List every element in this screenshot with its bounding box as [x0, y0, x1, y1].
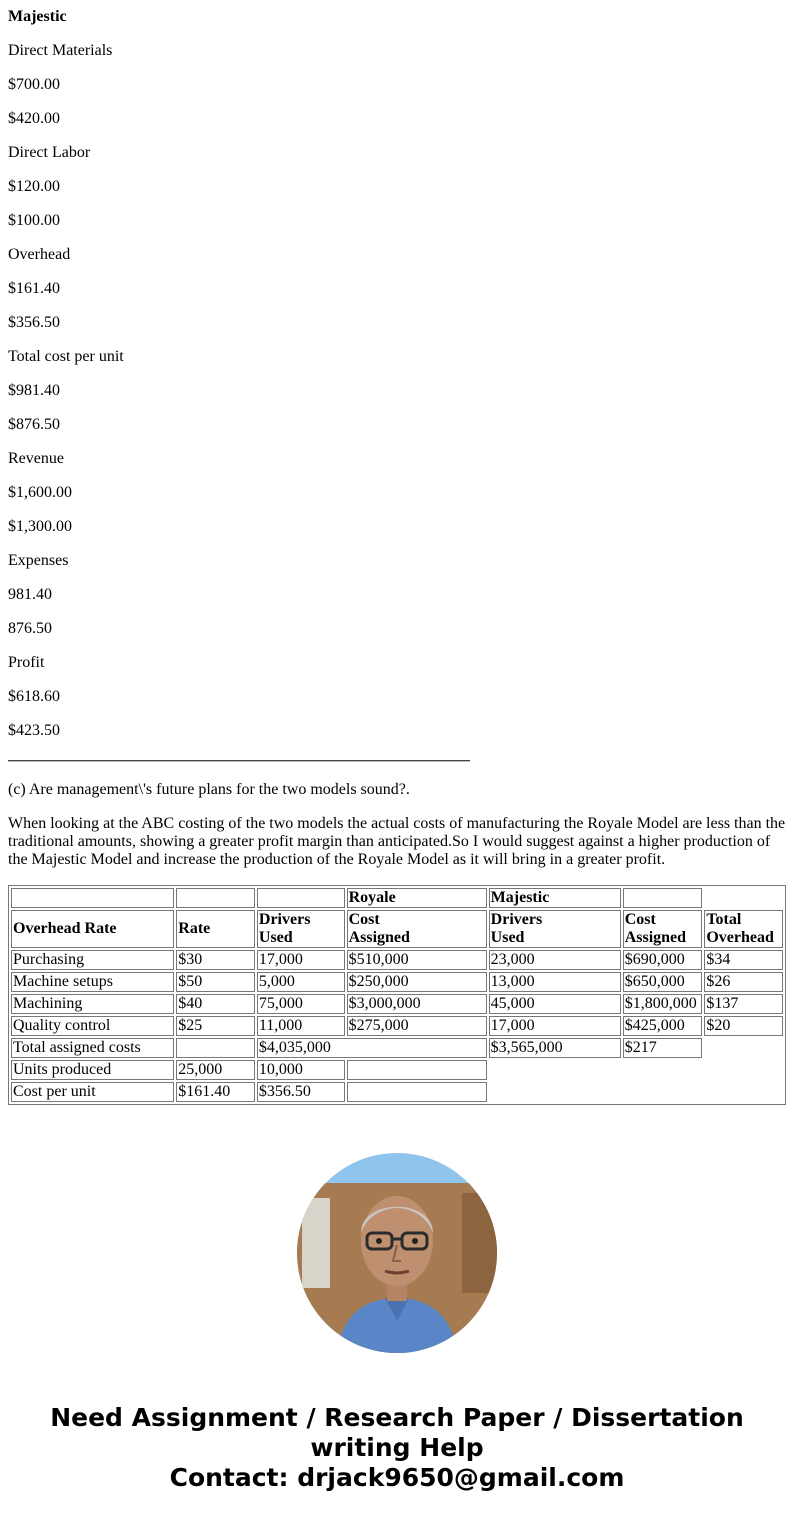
majestic-cost-cell: $650,000: [623, 972, 703, 992]
header-line: Cost: [624, 911, 656, 928]
majestic-drivers-cell: 13,000: [489, 972, 621, 992]
table-row-units: [11, 1060, 783, 1080]
royale-cost-cell: $3,000,000: [347, 994, 487, 1014]
majestic-drivers-cell: 17,000: [489, 1016, 621, 1036]
royale-drivers-cell: 5,000: [257, 972, 345, 992]
total-overhead-cell: $26: [704, 972, 783, 992]
summary-line: $161.40: [8, 280, 60, 297]
table-row: [11, 972, 783, 992]
empty-cell: [11, 888, 174, 908]
summary-line: $1,300.00: [8, 518, 72, 535]
horizontal-rule: [8, 760, 470, 762]
majestic-drivers-cell: 23,000: [489, 950, 621, 970]
totals-label-cell: Total assigned costs: [11, 1038, 174, 1058]
royale-cost-cell: $275,000: [347, 1016, 487, 1036]
blank-cell: [704, 1082, 783, 1102]
activity-cell: Quality control: [11, 1016, 174, 1036]
footer-banner: [0, 1403, 794, 1493]
question-text: (c) Are management\'s future plans for the two models sound?.: [8, 781, 410, 798]
royale-drivers-cell: 17,000: [257, 950, 345, 970]
royale-cost-cell: $510,000: [347, 950, 487, 970]
table-row-totals: [11, 1038, 783, 1058]
header-line: Cost: [348, 911, 380, 928]
header-line: Used: [258, 929, 293, 946]
header-line: Assigned: [348, 929, 410, 946]
summary-line: Profit: [8, 654, 45, 671]
header-rate: Rate: [176, 910, 255, 948]
header-majestic-cost-assigned: [623, 910, 703, 948]
royale-total-cell: $4,035,000: [257, 1038, 487, 1058]
summary-line: $700.00: [8, 76, 60, 93]
header-total-overhead: [704, 910, 783, 948]
blank-cell: [489, 1060, 621, 1080]
summary-line: Total cost per unit: [8, 348, 124, 365]
header-line: Total: [706, 911, 742, 928]
summary-line: Direct Labor: [8, 144, 91, 161]
royale-cost-per-unit-cell: $161.40: [176, 1082, 255, 1102]
header-line: Drivers: [258, 911, 311, 928]
total-overhead-cell: $137: [704, 994, 783, 1014]
header-line: Drivers: [490, 911, 543, 928]
header-royale-cost-assigned: [347, 910, 487, 948]
majestic-cost-per-unit-cell: $356.50: [257, 1082, 345, 1102]
portrait-illustration: [297, 1153, 497, 1353]
blank-cell: [623, 1060, 703, 1080]
activity-cell: Machine setups: [11, 972, 174, 992]
section-title: Majestic: [8, 8, 67, 25]
summary-line: $618.60: [8, 688, 60, 705]
document-content: [8, 8, 786, 1105]
blank-cell: [623, 1082, 703, 1102]
table-group-header-row: [11, 888, 783, 908]
majestic-units-cell: 10,000: [257, 1060, 345, 1080]
royale-cost-cell: $250,000: [347, 972, 487, 992]
answer-paragraph: When looking at the ABC costing of the two models the actual costs of manufacturing the Royale Model are less than the traditional amounts, showing a greater profit margin than anticipated.So I would suggest against a higher production of the Majestic Model and increase the production of the Royale Model as it will bring in a greater profit.: [8, 815, 786, 868]
summary-line: $423.50: [8, 722, 60, 739]
empty-cell: [257, 888, 345, 908]
rate-cell: $25: [176, 1016, 255, 1036]
eye-right: [412, 1238, 418, 1244]
rate-cell: $50: [176, 972, 255, 992]
empty-cell: [347, 1082, 487, 1102]
royale-units-cell: 25,000: [176, 1060, 255, 1080]
summary-line: Revenue: [8, 450, 64, 467]
royale-drivers-cell: 11,000: [257, 1016, 345, 1036]
summary-line: Expenses: [8, 552, 69, 569]
total-overhead-cell: $20: [704, 1016, 783, 1036]
cost-per-unit-label-cell: Cost per unit: [11, 1082, 174, 1102]
summary-line: $981.40: [8, 382, 60, 399]
activity-cell: Machining: [11, 994, 174, 1014]
blank-cell: [704, 888, 783, 908]
units-label-cell: Units produced: [11, 1060, 174, 1080]
royale-drivers-cell: 75,000: [257, 994, 345, 1014]
empty-cell: [623, 888, 703, 908]
eye-left: [376, 1238, 382, 1244]
author-photo: [297, 1153, 497, 1353]
summary-line: 981.40: [8, 586, 52, 603]
header-majestic-drivers-used: [489, 910, 621, 948]
blank-cell: [489, 1082, 621, 1102]
summary-line: Overhead: [8, 246, 71, 263]
summary-line: $356.50: [8, 314, 60, 331]
summary-line: $1,600.00: [8, 484, 72, 501]
carved-panel: [462, 1193, 497, 1293]
activity-cell: Purchasing: [11, 950, 174, 970]
header-line: Overhead: [706, 929, 774, 946]
table-row-cost-per-unit: [11, 1082, 783, 1102]
footer-contact: Contact: drjack9650@gmail.com: [169, 1463, 625, 1492]
empty-cell: [176, 1038, 255, 1058]
blank-cell: [704, 1060, 783, 1080]
wall-panel: [302, 1198, 330, 1288]
summary-line: $876.50: [8, 416, 60, 433]
rate-cell: $40: [176, 994, 255, 1014]
royale-group-header: Royale: [347, 888, 487, 908]
majestic-cost-cell: $690,000: [623, 950, 703, 970]
table-row: [11, 994, 783, 1014]
blank-cell: [704, 1038, 783, 1058]
table-row: [11, 1016, 783, 1036]
total-overhead-sum-cell: $217: [623, 1038, 703, 1058]
footer-line: Need Assignment / Research Paper / Dissertation: [50, 1403, 744, 1432]
majestic-group-header: Majestic: [489, 888, 621, 908]
footer-line: writing Help: [310, 1433, 484, 1462]
header-line: Assigned: [624, 929, 687, 946]
header-line: Used: [490, 929, 525, 946]
header-overhead-rate: Overhead Rate: [11, 910, 174, 948]
summary-line: Direct Materials: [8, 42, 113, 59]
summary-line: $120.00: [8, 178, 60, 195]
table-row: [11, 950, 783, 970]
abc-costing-table: [8, 885, 786, 1105]
total-overhead-cell: $34: [704, 950, 783, 970]
majestic-total-cell: $3,565,000: [489, 1038, 621, 1058]
empty-cell: [176, 888, 255, 908]
majestic-cost-cell: $425,000: [623, 1016, 703, 1036]
rate-cell: $30: [176, 950, 255, 970]
summary-line: $420.00: [8, 110, 60, 127]
table-header-row: [11, 910, 783, 948]
summary-line: $100.00: [8, 212, 60, 229]
summary-line: 876.50: [8, 620, 52, 637]
empty-cell: [347, 1060, 487, 1080]
header-royale-drivers-used: [257, 910, 345, 948]
majestic-drivers-cell: 45,000: [489, 994, 621, 1014]
majestic-cost-cell: $1,800,000: [623, 994, 703, 1014]
